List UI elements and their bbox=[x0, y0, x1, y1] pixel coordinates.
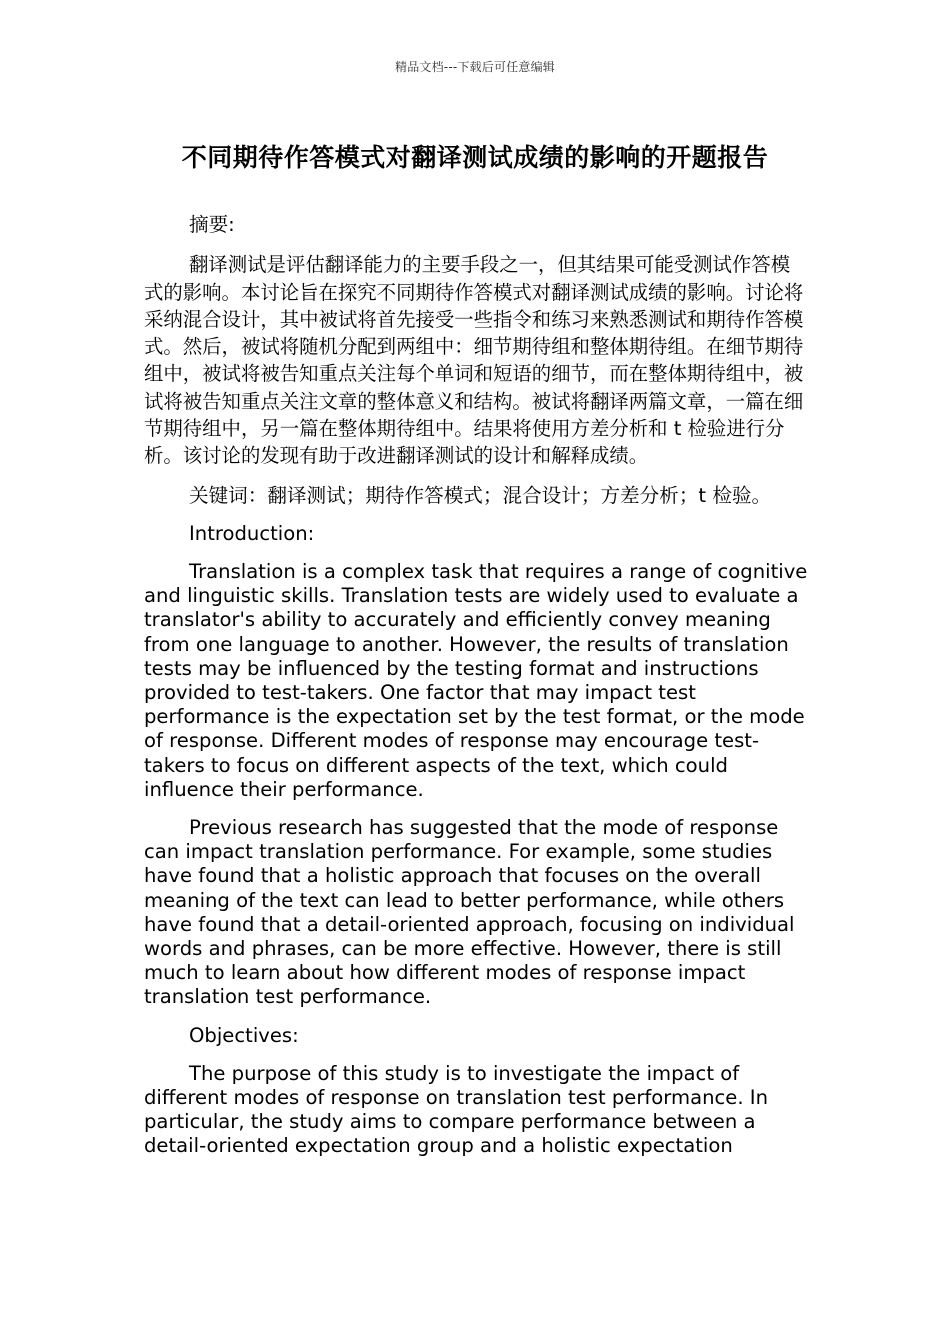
document-title: 不同期待作答模式对翻译测试成绩的影响的开题报告 bbox=[181, 143, 769, 172]
page-header-note: 精品文档---下载后可任意编辑 bbox=[395, 60, 555, 74]
introduction-paragraph-1: Translation is a complex task that requires a range of cognitive and linguistic skills. Translation tests are widely used to evaluate a translator's ability to accurately and efficiently convey meaning from one language to another. However, the results of translation tests may be influenced by the testing format and instructions provided to test-takers. One factor that may impact test performance is the expectation set by the test format, or the mode of response. Different modes of response may encourage test-takers to focus on different aspects of the text, which could influence their performance. bbox=[144, 559, 808, 801]
introduction-paragraph-2: Previous research has suggested that the mode of response can impact translation performance. For example, some studies have found that a holistic approach that focuses on the overall meaning of the text can lead to better performance, while others have found that a detail-oriented approach, focusing on individual words and phrases, can be more effective. However, there is still much to learn about how different modes of response impact translation test performance. bbox=[144, 816, 795, 1009]
introduction-heading: Introduction: bbox=[189, 521, 315, 545]
objectives-heading: Objectives: bbox=[189, 1023, 299, 1047]
document-body bbox=[144, 213, 808, 1159]
objectives-paragraph-1: The purpose of this study is to investigate the impact of different modes of response on translation test performance. In particular, the study aims to compare performance between a detail-oriented expectation group and a holistic expectation bbox=[144, 1061, 768, 1158]
abstract-heading: 摘要: bbox=[189, 213, 235, 236]
keywords-line: 关键词：翻译测试；期待作答模式；混合设计；方差分析；t 检验。 bbox=[189, 483, 772, 507]
abstract-body: 翻译测试是评估翻译能力的主要手段之一，但其结果可能受测试作答模式的影响。本讨论旨在探究不同期待作答模式对翻译测试成绩的影响。讨论将采纳混合设计，其中被试将首先接受一些指令和练习来熟悉测试和期待作答模式。然后，被试将随机分配到两组中：细节期待组和整体期待组。在细节期待组中，被试将被告知重点关注每个单词和短语的细节，而在整体期待组中，被试将被告知重点关注文章的整体意义和结构。被试将翻译两篇文章，一篇在细节期待组中，另一篇在整体期待组中。结果将使用方差分析和 t 检验进行分析。该讨论的发现有助于改进翻译测试的设计和解释成绩。 bbox=[144, 253, 804, 468]
